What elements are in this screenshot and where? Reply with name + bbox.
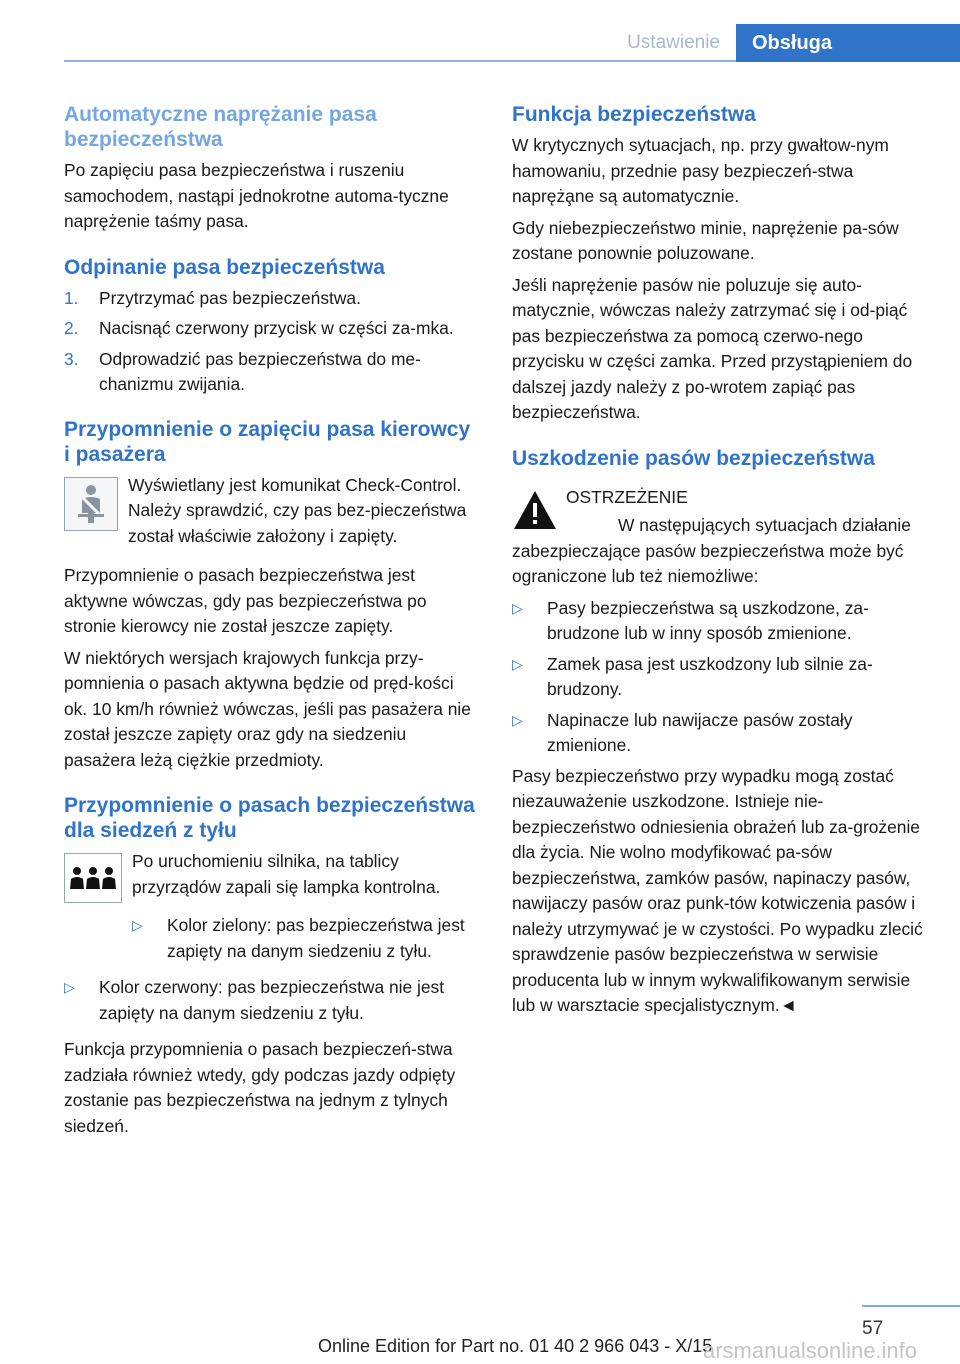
page-header — [0, 0, 960, 62]
footer-divider — [862, 1305, 960, 1307]
three-seat-occupants-icon — [64, 853, 122, 903]
bullet-text: Zamek pasa jest uszkodzony lub silnie za-brudzony. — [547, 653, 873, 699]
list-item — [64, 975, 478, 1026]
step-text: Przytrzymać pas bezpieczeństwa. — [99, 287, 361, 308]
warning-label: OSTRZEŻENIE — [566, 486, 688, 507]
paragraph-safety-1: W krytycznych sytuacjach, np. przy gwałtow-nym hamowaniu, przednie pasy bezpieczeń-stwa napręża̧ne są automatycznie. — [512, 135, 889, 206]
list-item — [132, 913, 478, 964]
paragraph-front-3: W niektórych wersjach krajowych funkcja przy-pomnienia o pasach aktywna będzie od pręd-kości ok. 10 km/h również wówczas, jeśli pas pasażera nie został jeszcze zapięty oraz gdy na siedzeniu pasażera leżą ciężkie przedmioty. — [64, 647, 471, 770]
page-number: 57 — [862, 1318, 884, 1339]
tab-ustawienie[interactable]: Ustawienie — [627, 32, 720, 53]
header-divider — [64, 60, 960, 62]
step-text: Odprowadzić pas bezpieczeństwa do me-chanizmu zwijania. — [99, 348, 421, 394]
right-column — [512, 102, 926, 1019]
heading-auto-tension: Automatyczne naprężanie pasa bezpieczeństwa — [64, 103, 377, 151]
heading-reminder-rear: Przypomnienie o pasach bezpieczeństwa dla siedzeń z tyłu — [64, 794, 475, 842]
triangle-bullet-icon: ▷ — [512, 711, 523, 728]
heading-safety-function: Funkcja bezpieczeństwa — [512, 103, 756, 126]
tab-obsluga[interactable]: Obsługa — [736, 24, 960, 62]
heading-unbuckle: Odpinanie pasa bezpieczeństwa — [64, 255, 385, 279]
heading-reminder-front: Przypomnienie o zapięciu pasa kierowcy i pasażera — [64, 417, 471, 466]
paragraph-rear-2: Funkcja przypomnienia o pasach bezpieczeń-stwa zadziała również wtedy, gdy podczas jazdy odpięty zostanie pas bezpieczeństwa na jednym z tylnych siedzeń. — [64, 1039, 456, 1136]
triangle-bullet-icon: ▷ — [132, 917, 143, 933]
triangle-bullet-icon: ▷ — [512, 599, 523, 616]
triangle-bullet-icon: ▷ — [64, 979, 75, 995]
step-item — [64, 286, 478, 312]
paragraph-front-1: Wyświetlany jest komunikat Check-Control. Należy sprawdzić, czy pas bez-pieczeństwa został właściwie założony i zapięty. — [128, 474, 467, 546]
rear-bullet-list — [132, 913, 478, 964]
damage-bullet-list — [512, 596, 926, 759]
paragraph-safety-2: Gdy niebezpieczeństwo minie, naprężenie pa-sów zostane ponownie poluzowane. — [512, 217, 899, 263]
step-number: 3. — [64, 348, 79, 369]
unbuckle-steps — [64, 286, 478, 398]
bullet-text: Pasy bezpieczeństwa są uszkodzone, za-brudzone lub w inny sposób zmienione. — [547, 597, 869, 643]
paragraph-damage: Pasy bezpieczeństwo przy wypadku mogą zostać niezauważenie uszkodzone. Istnieje nie-bezpieczeństwo odniesienia obrażeń lub za-grożenie dla życia. Nie wolno modyfikować pa-sów bezpieczeństwa, zamków pasów, napinaczy pasów, nawijaczy pasów oraz punk-tów kotwiczenia pasów i należy utrzymywać je w czystości. Po wypadku zlecić sprawdzenie pasów bezpieczeństwa w serwisie producenta lub w innym wykwalifikowanym serwisie lub w warsztacie specjalistycznym.◄ — [512, 765, 923, 1015]
step-item — [64, 347, 478, 398]
rear-bullet-list-2 — [64, 975, 478, 1026]
warning-triangle-icon — [512, 489, 558, 531]
warning-text: W następujących sytuacjach działanie zabezpieczające pasów bezpieczeństwa może być ograniczone lub też niemożliwe: — [512, 515, 911, 586]
seatbelt-person-icon — [64, 477, 118, 531]
list-item — [512, 708, 926, 759]
step-number: 1. — [64, 287, 79, 308]
watermark: arsmanualsonline.info — [703, 1338, 918, 1363]
step-item — [64, 316, 478, 342]
list-item — [512, 652, 926, 703]
paragraph-auto-tension: Po zapięciu pasa bezpieczeństwa i ruszeniu samochodem, nastąpi jednokrotne automa-tyczne naprężenie taśmy pasa. — [64, 160, 449, 231]
list-item — [512, 596, 926, 647]
paragraph-front-2: Przypomnienie o pasach bezpieczeństwa jest aktywne wówczas, gdy pas bezpieczeństwa po stronie kierowcy nie został jeszcze zapięty. — [64, 565, 427, 636]
step-text: Nacisnąć czerwony przycisk w części za-mka. — [99, 318, 454, 338]
bullet-text: Kolor czerwony: pas bezpieczeństwa nie jest zapięty na danym siedzeniu z tyłu. — [99, 977, 445, 1023]
bullet-text: Kolor zielony: pas bezpieczeństwa jest zapięty na danym siedzeniu z tyłu. — [167, 915, 465, 961]
heading-belt-damage: Uszkodzenie pasów bezpieczeństwa — [512, 446, 875, 470]
step-number: 2. — [64, 318, 79, 338]
paragraph-safety-3: Jeśli naprężenie pasów nie poluzuje się auto-matycznie, wówczas należy zatrzymać się i od-piąć pas bezpieczeństwa za pomocą czerwo-nego przycisku w części zamka. Przed przystąpieniem do dalszej jazdy należy z po-wrotem zapiąć pas bezpieczeństwa. — [512, 274, 913, 422]
paragraph-rear-1: Po uruchomieniu silnika, na tablicy przyrządów zapali się lampka kontrolna. — [132, 851, 441, 897]
left-column — [64, 102, 478, 1139]
triangle-bullet-icon: ▷ — [512, 655, 523, 672]
edition-footer: Online Edition for Part no. 01 40 2 966 043 - X/15 — [318, 1336, 713, 1356]
bullet-text: Napinacze lub nawijacze pasów zostały zmienione. — [547, 709, 853, 755]
